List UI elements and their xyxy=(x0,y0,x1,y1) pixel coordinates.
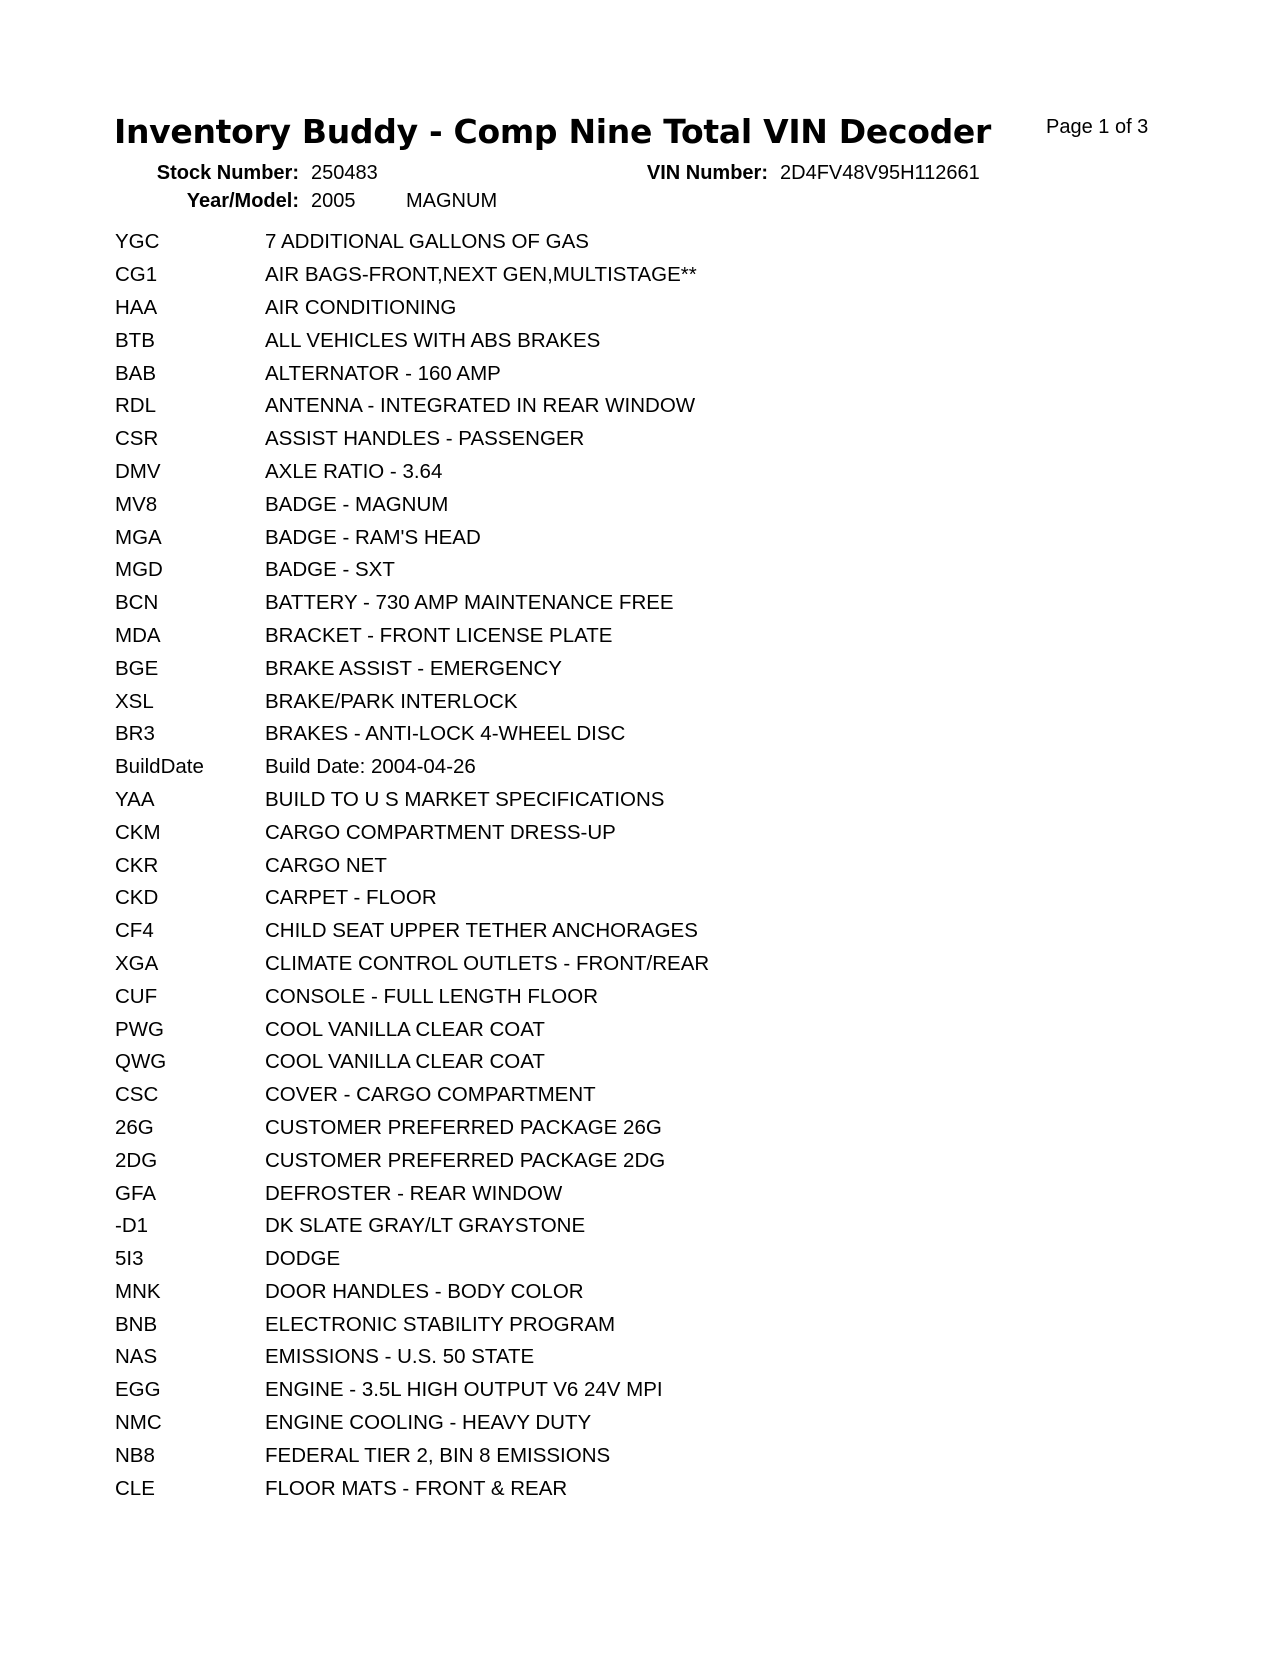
option-description: BRAKE ASSIST - EMERGENCY xyxy=(265,656,562,680)
option-description: BRAKE/PARK INTERLOCK xyxy=(265,689,518,713)
option-description: ANTENNA - INTEGRATED IN REAR WINDOW xyxy=(265,394,696,418)
option-row xyxy=(115,1079,1165,1112)
page-indicator: Page 1 of 3 xyxy=(1046,116,1149,138)
option-code: NMC xyxy=(115,1411,162,1435)
option-code: CSR xyxy=(115,427,159,451)
option-code: HAA xyxy=(115,295,158,319)
option-description: BUILD TO U S MARKET SPECIFICATIONS xyxy=(265,787,665,811)
option-code: BTB xyxy=(115,328,155,352)
option-description: ENGINE COOLING - HEAVY DUTY xyxy=(265,1411,592,1435)
vin-number-value: 2D4FV48V95H112661 xyxy=(780,162,980,184)
option-row xyxy=(115,587,1165,620)
option-description: CUSTOMER PREFERRED PACKAGE 2DG xyxy=(265,1148,666,1172)
option-code: EGG xyxy=(115,1378,161,1402)
option-description: BADGE - MAGNUM xyxy=(265,492,449,516)
option-row xyxy=(115,226,1165,259)
option-description: DOOR HANDLES - BODY COLOR xyxy=(265,1279,584,1303)
option-description: COOL VANILLA CLEAR COAT xyxy=(265,1017,545,1041)
option-code: CLE xyxy=(115,1476,155,1500)
option-row xyxy=(115,1144,1165,1177)
option-row xyxy=(115,1308,1165,1341)
option-code: MV8 xyxy=(115,492,158,516)
option-code: CF4 xyxy=(115,919,154,943)
option-description: AIR BAGS-FRONT,NEXT GEN,MULTISTAGE** xyxy=(265,263,697,287)
option-description: AXLE RATIO - 3.64 xyxy=(265,459,443,483)
option-description: BADGE - SXT xyxy=(265,558,395,582)
option-code: MNK xyxy=(115,1279,161,1303)
option-code: GFA xyxy=(115,1181,157,1205)
option-row xyxy=(115,456,1165,489)
option-row xyxy=(115,1341,1165,1374)
option-description: ASSIST HANDLES - PASSENGER xyxy=(265,427,585,451)
option-code: BCN xyxy=(115,591,159,615)
option-code: PWG xyxy=(115,1017,164,1041)
stock-number-value: 250483 xyxy=(311,162,378,184)
option-description: CONSOLE - FULL LENGTH FLOOR xyxy=(265,984,598,1008)
option-description: AIR CONDITIONING xyxy=(265,295,457,319)
option-row xyxy=(115,980,1165,1013)
option-code: QWG xyxy=(115,1050,167,1074)
option-description: EMISSIONS - U.S. 50 STATE xyxy=(265,1345,535,1369)
year-model-label: Year/Model: xyxy=(186,190,299,212)
option-row xyxy=(115,718,1165,751)
page-title: Inventory Buddy - Comp Nine Total VIN Decoder xyxy=(114,112,991,151)
option-row xyxy=(115,324,1165,357)
option-row xyxy=(115,1374,1165,1407)
option-row xyxy=(115,784,1165,817)
option-row xyxy=(115,652,1165,685)
option-description: ALL VEHICLES WITH ABS BRAKES xyxy=(265,328,601,352)
option-row xyxy=(115,849,1165,882)
option-code: YAA xyxy=(115,787,155,811)
option-code: 5I3 xyxy=(115,1247,144,1271)
option-description: CUSTOMER PREFERRED PACKAGE 26G xyxy=(265,1115,662,1139)
option-row xyxy=(115,620,1165,653)
option-description: Build Date: 2004-04-26 xyxy=(265,755,476,779)
option-description: CLIMATE CONTROL OUTLETS - FRONT/REAR xyxy=(265,951,710,975)
option-description: CARPET - FLOOR xyxy=(265,886,437,910)
option-row xyxy=(115,1276,1165,1309)
option-code: BNB xyxy=(115,1312,158,1336)
option-code: CSC xyxy=(115,1083,159,1107)
option-description: DK SLATE GRAY/LT GRAYSTONE xyxy=(265,1214,586,1238)
option-row xyxy=(115,1177,1165,1210)
option-code: BGE xyxy=(115,656,159,680)
option-row xyxy=(115,521,1165,554)
option-row xyxy=(115,554,1165,587)
option-code: RDL xyxy=(115,394,157,418)
option-row xyxy=(115,1439,1165,1472)
option-row xyxy=(115,1046,1165,1079)
option-code: BR3 xyxy=(115,722,155,746)
option-description: BATTERY - 730 AMP MAINTENANCE FREE xyxy=(265,591,674,615)
option-code: MDA xyxy=(115,623,161,647)
stock-number-label: Stock Number: xyxy=(156,162,299,184)
option-row xyxy=(115,948,1165,981)
option-code: XSL xyxy=(115,689,154,713)
option-row xyxy=(115,882,1165,915)
option-row xyxy=(115,1112,1165,1145)
option-row xyxy=(115,915,1165,948)
option-row xyxy=(115,1407,1165,1440)
option-code: -D1 xyxy=(115,1214,149,1238)
option-description: BRACKET - FRONT LICENSE PLATE xyxy=(265,623,613,647)
option-code: DMV xyxy=(115,459,161,483)
option-row xyxy=(115,816,1165,849)
vin-number-label: VIN Number: xyxy=(646,162,768,184)
option-code: CUF xyxy=(115,984,158,1008)
option-description: ENGINE - 3.5L HIGH OUTPUT V6 24V MPI xyxy=(265,1378,663,1402)
option-code: BuildDate xyxy=(115,755,204,779)
option-code: NAS xyxy=(115,1345,158,1369)
option-code: CKR xyxy=(115,853,159,877)
option-row xyxy=(115,423,1165,456)
option-row xyxy=(115,259,1165,292)
option-row xyxy=(115,1013,1165,1046)
model-value: MAGNUM xyxy=(406,190,498,212)
option-code-list xyxy=(115,226,1165,1505)
option-row xyxy=(115,1210,1165,1243)
option-code: BAB xyxy=(115,361,157,385)
option-description: DEFROSTER - REAR WINDOW xyxy=(265,1181,563,1205)
option-row xyxy=(115,1472,1165,1505)
option-code: 26G xyxy=(115,1115,154,1139)
option-description: COVER - CARGO COMPARTMENT xyxy=(265,1083,596,1107)
option-description: 7 ADDITIONAL GALLONS OF GAS xyxy=(265,230,589,254)
option-description: COOL VANILLA CLEAR COAT xyxy=(265,1050,545,1074)
option-description: FLOOR MATS - FRONT & REAR xyxy=(265,1476,568,1500)
option-code: CKM xyxy=(115,820,161,844)
option-description: BADGE - RAM'S HEAD xyxy=(265,525,481,549)
option-code: MGA xyxy=(115,525,162,549)
option-row xyxy=(115,292,1165,325)
option-code: CKD xyxy=(115,886,159,910)
option-code: CG1 xyxy=(115,263,158,287)
option-row xyxy=(115,1243,1165,1276)
option-description: CARGO NET xyxy=(265,853,387,877)
option-row xyxy=(115,357,1165,390)
option-description: ALTERNATOR - 160 AMP xyxy=(265,361,501,385)
option-code: XGA xyxy=(115,951,159,975)
option-code: YGC xyxy=(115,230,160,254)
option-code: MGD xyxy=(115,558,163,582)
option-code: NB8 xyxy=(115,1443,155,1467)
option-description: DODGE xyxy=(265,1247,341,1271)
option-description: CARGO COMPARTMENT DRESS-UP xyxy=(265,820,616,844)
option-row xyxy=(115,488,1165,521)
year-value: 2005 xyxy=(311,190,356,212)
option-row xyxy=(115,751,1165,784)
option-description: CHILD SEAT UPPER TETHER ANCHORAGES xyxy=(265,919,698,943)
option-code: 2DG xyxy=(115,1148,158,1172)
option-description: BRAKES - ANTI-LOCK 4-WHEEL DISC xyxy=(265,722,626,746)
option-row xyxy=(115,390,1165,423)
option-description: FEDERAL TIER 2, BIN 8 EMISSIONS xyxy=(265,1443,611,1467)
option-row xyxy=(115,685,1165,718)
option-description: ELECTRONIC STABILITY PROGRAM xyxy=(265,1312,616,1336)
